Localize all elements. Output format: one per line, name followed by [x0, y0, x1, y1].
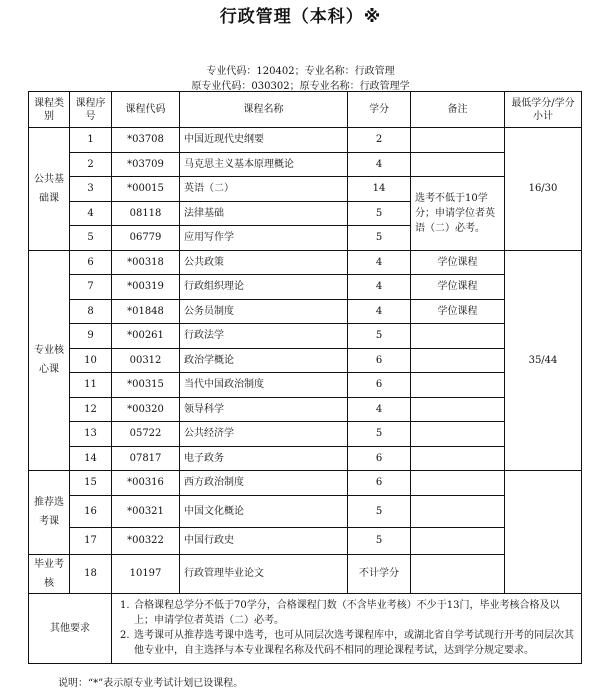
course-name: 英语（二） — [180, 177, 348, 202]
category-core: 专业核心课 — [29, 250, 70, 471]
table-row — [29, 471, 582, 496]
note-empty — [411, 495, 505, 527]
table-row — [29, 128, 582, 153]
category-graduation: 毕业考核 — [29, 554, 70, 593]
note-empty — [411, 422, 505, 447]
page-title: 行政管理（本科）※ — [219, 7, 382, 27]
course-credit: 6 — [348, 446, 411, 471]
course-credit: 4 — [348, 152, 411, 177]
course-name: 中国近现代史纲要 — [180, 128, 348, 153]
course-name: 应用写作学 — [180, 226, 348, 251]
course-code: *00015 — [112, 177, 180, 202]
course-credit: 5 — [348, 201, 411, 226]
header-seq: 课程序号 — [70, 92, 112, 128]
course-credit: 14 — [348, 177, 411, 202]
table-row — [29, 348, 582, 373]
course-name: 公务员制度 — [180, 299, 348, 324]
min-credit-public: 16/30 — [505, 128, 582, 251]
course-name: 马克思主义基本原理概论 — [180, 152, 348, 177]
note-empty — [411, 324, 505, 349]
table-row — [29, 152, 582, 177]
course-seq: 6 — [70, 250, 112, 275]
course-code: *00316 — [112, 471, 180, 496]
category-recommended: 推荐选考课 — [29, 471, 70, 555]
course-code: *00319 — [112, 275, 180, 300]
course-name: 行政管理毕业论文 — [180, 554, 348, 593]
course-credit: 5 — [348, 527, 411, 554]
course-name: 电子政务 — [180, 446, 348, 471]
course-credit: 4 — [348, 275, 411, 300]
course-code: 10197 — [112, 554, 180, 593]
table-row-other-requirements — [29, 593, 582, 663]
table-row — [29, 527, 582, 554]
table-row — [29, 397, 582, 422]
course-code: *01848 — [112, 299, 180, 324]
course-seq: 18 — [70, 554, 112, 593]
course-code: *00321 — [112, 495, 180, 527]
requirements-cell — [112, 593, 582, 663]
note-empty — [411, 348, 505, 373]
note-empty — [411, 152, 505, 177]
header-note: 备注 — [411, 92, 505, 128]
course-credit: 2 — [348, 128, 411, 153]
course-seq: 1 — [70, 128, 112, 153]
course-name: 行政法学 — [180, 324, 348, 349]
course-seq: 17 — [70, 527, 112, 554]
course-seq: 13 — [70, 422, 112, 447]
course-name: 当代中国政治制度 — [180, 373, 348, 398]
note-empty — [411, 471, 505, 496]
category-public: 公共基础课 — [29, 128, 70, 251]
course-name: 公共经济学 — [180, 422, 348, 447]
course-name: 行政组织理论 — [180, 275, 348, 300]
note-degree-course: 学位课程 — [411, 299, 505, 324]
course-name: 中国文化概论 — [180, 495, 348, 527]
course-credit: 6 — [348, 471, 411, 496]
course-seq: 8 — [70, 299, 112, 324]
course-code: 00312 — [112, 348, 180, 373]
note-empty — [411, 128, 505, 153]
course-name: 西方政治制度 — [180, 471, 348, 496]
requirement-text: 选考课可从推荐选考课中选考，也可从同层次选考课程库中，或湖北省自学考试现行开考的同层次其他专业中，自主选择与本专业课程名称及代码不相同的理论课程考试，达到学分规定要求。 — [134, 630, 574, 656]
course-seq: 4 — [70, 201, 112, 226]
course-name: 政治学概论 — [180, 348, 348, 373]
course-seq: 5 — [70, 226, 112, 251]
note-empty — [411, 373, 505, 398]
course-credit: 4 — [348, 250, 411, 275]
table-row — [29, 373, 582, 398]
min-credit-empty — [505, 471, 582, 594]
table-row — [29, 299, 582, 324]
table-row — [29, 446, 582, 471]
course-code: *00315 — [112, 373, 180, 398]
requirement-text: 合格课程总学分不低于70学分，合格课程门数（不含毕业考核）不少于13门，毕业考核合格及以上；申请学位者英语（二）必考。 — [134, 600, 560, 626]
category-other: 其他要求 — [29, 593, 112, 663]
table-row — [29, 554, 582, 593]
note-public-elective: 选考不低于10学分；申请学位者英语（二）必考。 — [411, 177, 505, 251]
course-name: 领导科学 — [180, 397, 348, 422]
header-code: 课程代码 — [112, 92, 180, 128]
header-name: 课程名称 — [180, 92, 348, 128]
requirement-number: 1. — [120, 600, 130, 611]
course-code: 07817 — [112, 446, 180, 471]
note-empty — [411, 397, 505, 422]
course-code: *03709 — [112, 152, 180, 177]
course-code: 06779 — [112, 226, 180, 251]
course-code: *00320 — [112, 397, 180, 422]
course-name: 法律基础 — [180, 201, 348, 226]
course-credit: 6 — [348, 348, 411, 373]
course-credit: 不计学分 — [348, 554, 411, 593]
table-row — [29, 250, 582, 275]
course-seq: 3 — [70, 177, 112, 202]
course-code: *00318 — [112, 250, 180, 275]
major-code-line: 专业代码：120402；专业名称：行政管理 — [206, 66, 395, 77]
course-code: *00322 — [112, 527, 180, 554]
header-category: 课程类别 — [29, 92, 70, 128]
course-credit: 5 — [348, 495, 411, 527]
table-row — [29, 324, 582, 349]
header-min-credit: 最低学分/学分小计 — [505, 92, 582, 128]
table-row — [29, 422, 582, 447]
course-code: 08118 — [112, 201, 180, 226]
min-credit-core: 35/44 — [505, 250, 582, 471]
course-seq: 9 — [70, 324, 112, 349]
table-row — [29, 177, 582, 202]
course-credit: 4 — [348, 299, 411, 324]
table-header-row — [29, 92, 582, 128]
course-seq: 14 — [70, 446, 112, 471]
requirement-item — [120, 628, 577, 658]
course-seq: 7 — [70, 275, 112, 300]
original-major-code-line: 原专业代码：030302；原专业名称：行政管理学 — [191, 81, 410, 92]
footer-note: 说明：“*”表示原专业考试计划已设课程。 — [58, 678, 244, 689]
header-credit: 学分 — [348, 92, 411, 128]
course-credit: 6 — [348, 373, 411, 398]
course-code: *03708 — [112, 128, 180, 153]
table-row — [29, 495, 582, 527]
course-credit: 5 — [348, 226, 411, 251]
table-row — [29, 275, 582, 300]
course-credit: 5 — [348, 324, 411, 349]
course-name: 公共政策 — [180, 250, 348, 275]
course-code: *00261 — [112, 324, 180, 349]
note-empty — [411, 527, 505, 554]
requirement-number: 2. — [120, 630, 130, 641]
course-seq: 2 — [70, 152, 112, 177]
note-degree-course: 学位课程 — [411, 250, 505, 275]
note-empty — [411, 446, 505, 471]
note-empty — [411, 554, 505, 593]
course-name: 中国行政史 — [180, 527, 348, 554]
course-seq: 12 — [70, 397, 112, 422]
requirement-item — [120, 598, 577, 628]
course-credit: 5 — [348, 422, 411, 447]
note-degree-course: 学位课程 — [411, 275, 505, 300]
course-seq: 15 — [70, 471, 112, 496]
course-code: 05722 — [112, 422, 180, 447]
course-credit: 4 — [348, 397, 411, 422]
course-seq: 10 — [70, 348, 112, 373]
course-table — [28, 91, 582, 664]
course-seq: 11 — [70, 373, 112, 398]
course-seq: 16 — [70, 495, 112, 527]
